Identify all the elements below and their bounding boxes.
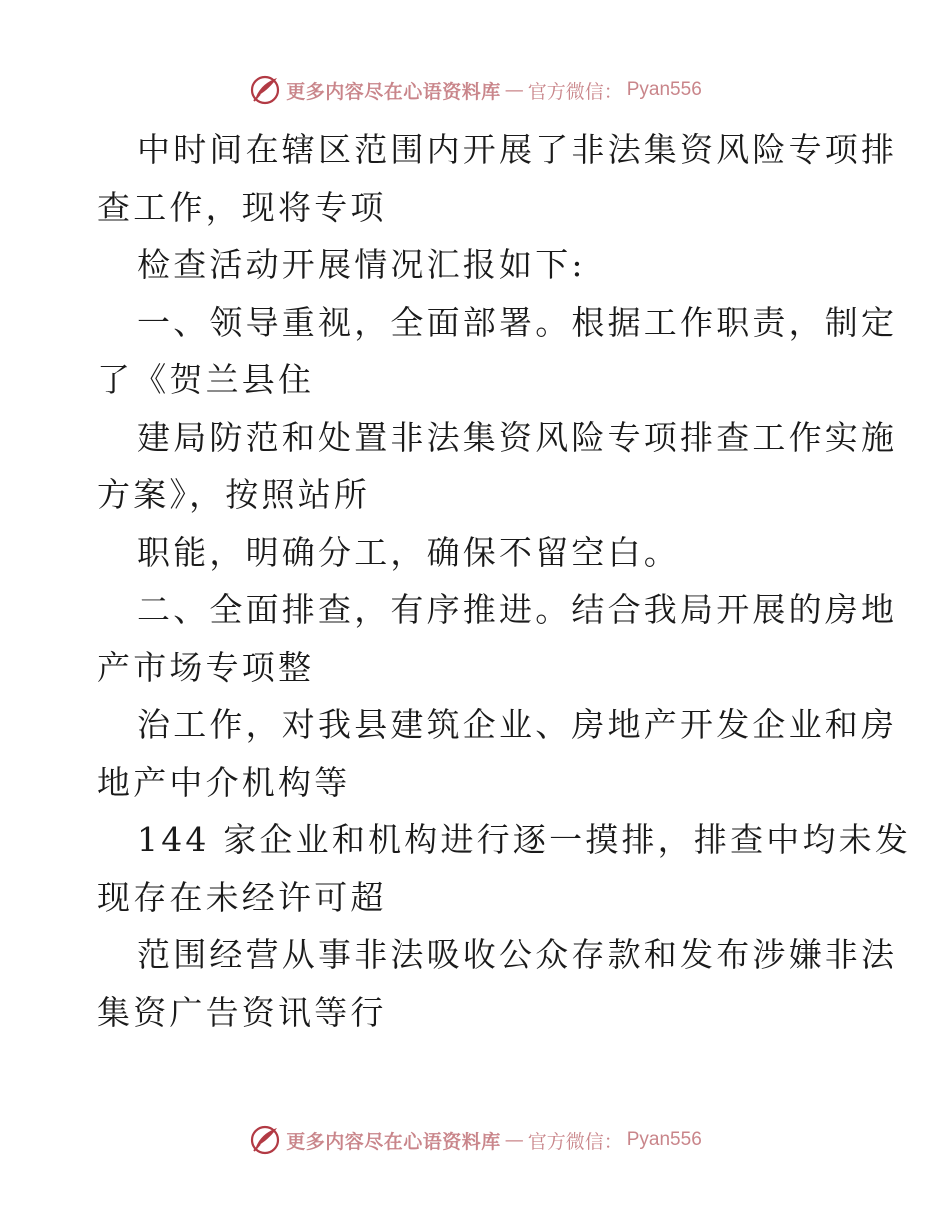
watermark-site-text: 更多内容尽在心语资料库 [286, 1130, 501, 1153]
footer-watermark [0, 1120, 950, 1160]
text-line: 二、全面排查，有序推进。结合我局开展的房地 [137, 590, 898, 629]
text-line: 一、领导重视，全面部署。根据工作职责，制定 [137, 302, 898, 342]
watermark-wechat-label: 官方微信： [527, 80, 623, 103]
text-line: 方案》，按照站所 [97, 475, 371, 514]
watermark-wechat-id: Pyan556 [626, 1129, 702, 1150]
text-line: 产市场专项整 [97, 647, 315, 687]
text-line: 地产中介机构等 [97, 762, 351, 802]
text-line: 治工作，对我县建筑企业、房地产开发企业和房 [137, 705, 898, 744]
quill-pen-logo-icon [248, 73, 282, 107]
text-line: 现存在未经许可超 [97, 877, 387, 917]
text-line: 检查活动开展情况汇报如下: [137, 245, 586, 284]
watermark-site-text: 更多内容尽在心语资料库 [286, 80, 501, 103]
watermark-separator: — [504, 79, 524, 101]
text-line: 了《贺兰县住 [97, 360, 315, 399]
watermark-wechat-id: Pyan556 [626, 79, 702, 100]
document-body [97, 121, 912, 1041]
watermark-wechat-label: 官方微信： [527, 1130, 623, 1153]
header-watermark [0, 70, 950, 110]
quill-pen-logo-icon [248, 1123, 282, 1157]
text-line: 中时间在辖区范围内开展了非法集资风险专项排 [137, 130, 898, 169]
text-line: 144 家企业和机构进行逐一摸排，排查中均未发 [137, 820, 912, 859]
text-line: 集资广告资讯等行 [97, 992, 387, 1032]
text-line: 查工作，现将专项 [97, 187, 387, 227]
text-line: 建局防范和处置非法集资风险专项排查工作实施 [137, 417, 898, 457]
text-line: 职能，明确分工，确保不留空白。 [137, 532, 680, 572]
watermark-separator: — [504, 1129, 524, 1151]
text-line: 范围经营从事非法吸收公众存款和发布涉嫌非法 [137, 935, 898, 974]
